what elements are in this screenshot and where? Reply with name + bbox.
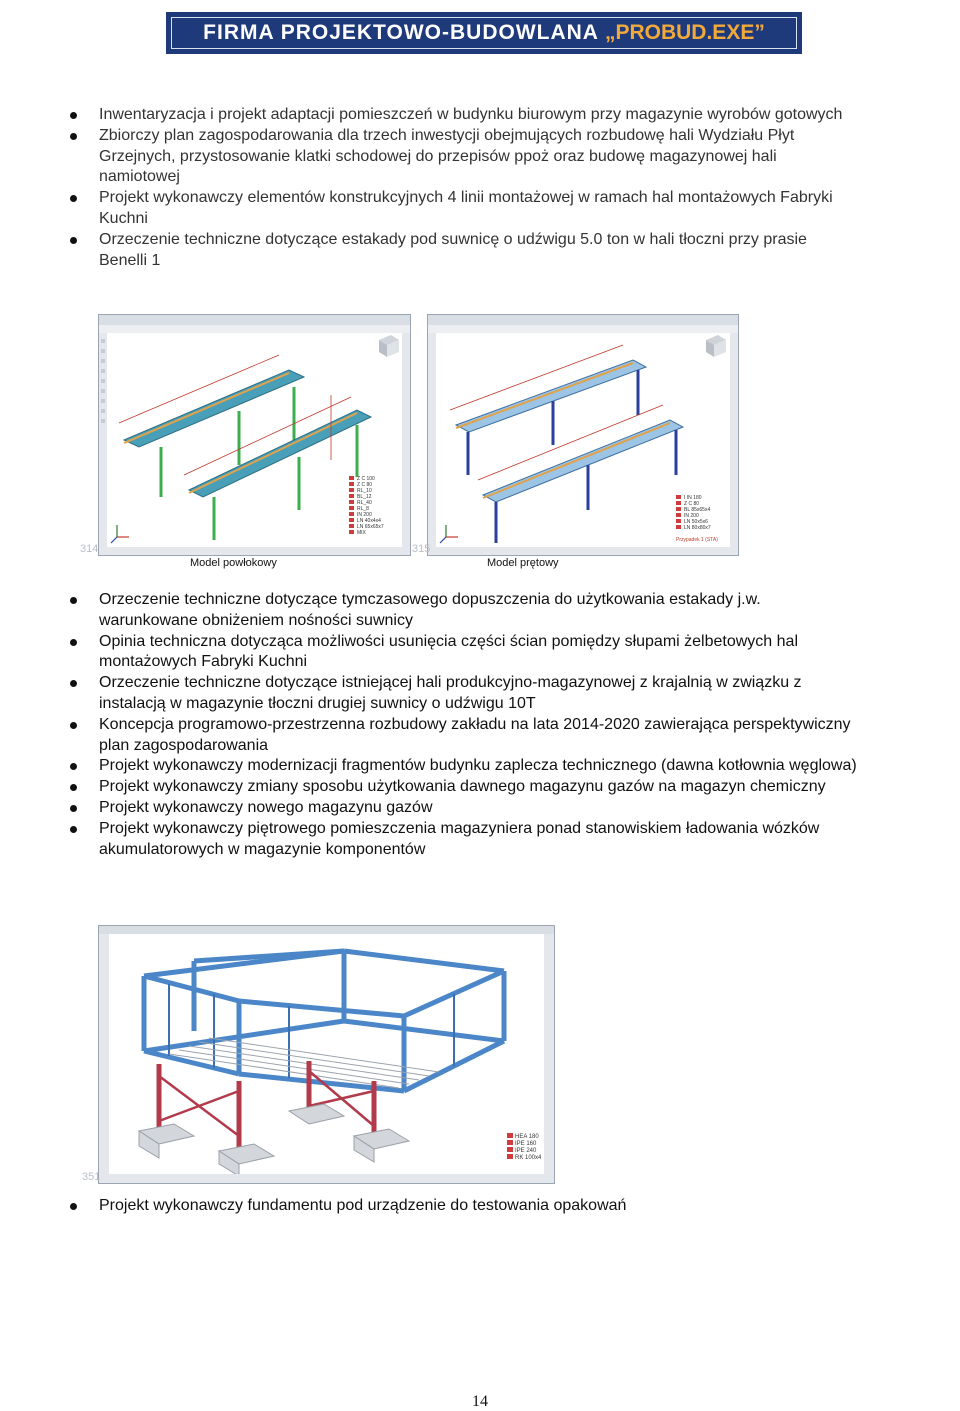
header-frame xyxy=(171,17,797,49)
legend-entry: IN 200 xyxy=(357,512,372,518)
legend-entry: I IN 180 xyxy=(684,495,702,501)
legend-entry: HEA 180 xyxy=(515,1134,539,1140)
company-brand: „PROBUD.EXE” xyxy=(604,21,765,44)
list-item: Opinia techniczna dotycząca możliwości usunięcia części ścian pomiędzy słupami żelbetowych hal montażowych Fabryki Kuchni xyxy=(68,632,858,674)
legend-entry: LN 80x80x7 xyxy=(684,525,711,531)
legend-entry: IN 200 xyxy=(684,513,699,519)
legend-entry: Z C 80 xyxy=(684,501,700,507)
list-item: Inwentaryzacja i projekt adaptacji pomieszczeń w budynku biurowym przy magazynie wyrobów gotowych xyxy=(68,105,848,126)
figure-number: 351 xyxy=(82,1171,101,1183)
list-item: Projekt wykonawczy zmiany sposobu użytkowania dawnego magazynu gazów na magazyn chemiczny xyxy=(68,777,858,798)
figure-caption: Model powłokowy xyxy=(190,557,277,569)
bar-model-screenshot xyxy=(427,314,739,556)
legend-entry: LN 50x5x6 xyxy=(684,519,708,525)
list-item: Orzeczenie techniczne dotyczące istniejącej hali produkcyjno-magazynowej z krajalnią w związku z instalacją w magazynie tłoczni drugiej suwnicy o udźwigu 10T xyxy=(68,673,858,715)
legend-entry: BL_12 xyxy=(357,494,372,500)
legend-entry: Z C 100 xyxy=(357,476,375,482)
project-list-bottom xyxy=(68,1196,858,1217)
list-item: Orzeczenie techniczne dotyczące tymczasowego dopuszczenia do użytkowania estakady j.w. warunkowane obniżeniem nośności suwnicy xyxy=(68,590,858,632)
list-item: Projekt wykonawczy nowego magazynu gazów xyxy=(68,798,858,819)
legend-entry: MIX xyxy=(357,530,366,536)
project-list-middle xyxy=(68,590,858,860)
figure-number: 315 xyxy=(412,543,431,555)
load-case-note: Przypadek 1 (STA) xyxy=(676,537,718,543)
legend-entry: IPE 240 xyxy=(515,1148,537,1154)
legend-entry: RL_10 xyxy=(357,488,372,494)
list-item: Zbiorczy plan zagospodarowania dla trzech inwestycji obejmujących rozbudowę hali Wydziału Płyt Grzejnych, przystosowanie klatki schodowej do przepisów ppoż oraz budowę magazynowej hali namiotowej xyxy=(68,126,848,188)
platform-model-screenshot xyxy=(98,925,555,1184)
legend-entry: RL_8 xyxy=(357,506,369,512)
legend-entry: IPE 160 xyxy=(515,1141,537,1147)
figure-caption: Model prętowy xyxy=(487,557,559,569)
legend-entry: Z C 80 xyxy=(357,482,373,488)
figure-number: 314 xyxy=(80,543,99,555)
company-name: FIRMA PROJEKTOWO-BUDOWLANA xyxy=(203,21,599,44)
legend-entry: LN 40x4x4 xyxy=(357,518,381,524)
header-banner xyxy=(168,14,800,52)
list-item: Projekt wykonawczy elementów konstrukcyjnych 4 linii montażowej w ramach hal montażowych Fabryki Kuchni xyxy=(68,188,848,230)
legend-entry: RL_40 xyxy=(357,500,372,506)
legend-entry: LN 65x65x7 xyxy=(357,524,384,530)
list-item: Orzeczenie techniczne dotyczące estakady pod suwnicę o udźwigu 5.0 ton w hali tłoczni przy prasie Benelli 1 xyxy=(68,230,848,272)
page-number: 14 xyxy=(472,1393,488,1410)
legend-entry: RK 100x4 xyxy=(515,1155,542,1161)
legend-entry: BL 85x65x4 xyxy=(684,507,711,513)
list-item: Koncepcja programowo-przestrzenna rozbudowy zakładu na lata 2014-2020 zawierająca perspektywiczny plan zagospodarowania xyxy=(68,715,858,757)
list-item: Projekt wykonawczy fundamentu pod urządzenie do testowania opakowań xyxy=(68,1196,858,1217)
project-list-top xyxy=(68,105,848,271)
list-item: Projekt wykonawczy piętrowego pomieszczenia magazyniera ponad stanowiskiem ładowania wózków akumulatorowych w magazynie komponentów xyxy=(68,819,858,861)
list-item: Projekt wykonawczy modernizacji fragmentów budynku zaplecza technicznego (dawna kotłownia węglowa) xyxy=(68,756,858,777)
shell-model-screenshot xyxy=(98,314,411,556)
